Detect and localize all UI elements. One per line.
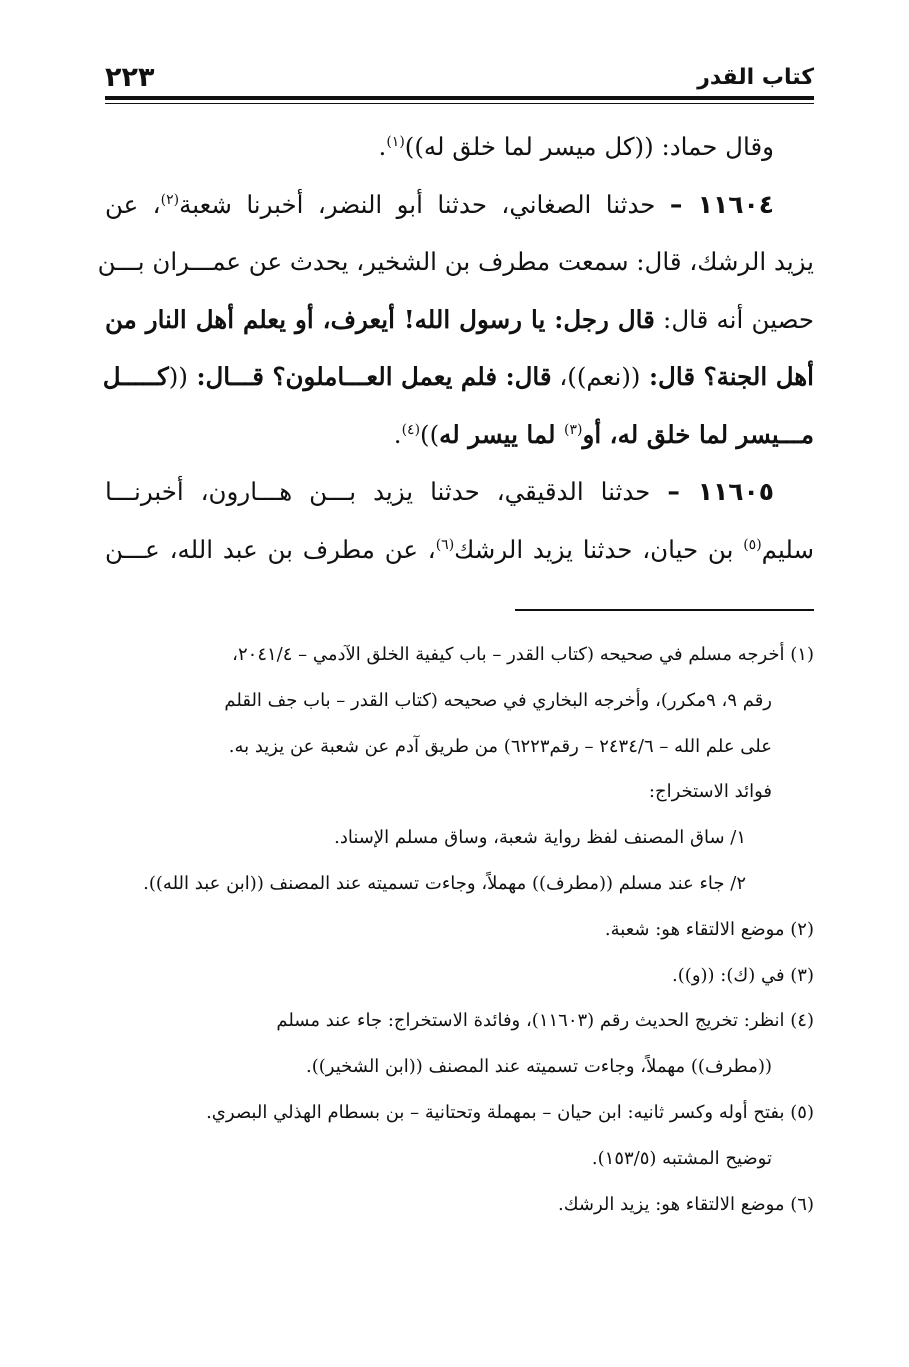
- footnote-4: (٤) انظر: تخريج الحديث رقم (١١٦٠٣)، وفائدة الاستخراج: جاء عند مسلم: [276, 1010, 814, 1032]
- footnote-1-cont: على علم الله – ٢٤٣٤/٦ – رقم٦٢٢٣) من طريق آدم عن شعبة عن يزيد به.: [228, 735, 772, 757]
- footnote-1-point: ١/ ساق المصنف لفظ رواية شعبة، وساق مسلم الإسناد.: [334, 827, 746, 849]
- footnote-ref: (٣): [564, 421, 583, 438]
- footnote-1-point: ٢/ جاء عند مسلم ((مطرف)) مهملاً، وجاءت تسميته عند المصنف ((ابن عبد الله)).: [143, 872, 746, 894]
- text-line-3: يزيد الرشك، قال: سمعت مطرف بن الشخير، يحدث عن عمـــران بـــن: [97, 247, 814, 276]
- text-line-8: سليم$^{(٥)}$ بن حيان، حدثنا يزيد الرشك$^{(٦)}$، عن مطرف بن عبد الله، عـــن: [105, 534, 815, 564]
- footnote-1-cont: رقم ٩، ٩مكرر)، وأخرجه البخاري في صحيحه (كتاب القدر – باب جف القلم: [224, 689, 772, 711]
- footnote-5: (٥) بفتح أوله وكسر ثانيه: ابن حيان – بمهملة وتحتانية – بن بسطام الهذلي البصري.: [206, 1101, 814, 1123]
- footnote-ref: (١): [386, 133, 405, 150]
- text-line-4: حصين أنه قال: قال رجل: يا رسول الله! أيعرف، أو يعلم أهل النار من: [105, 304, 814, 334]
- header-rule-thick: [105, 96, 814, 100]
- footnote-2: (٢) موضع الالتقاء هو: شعبة.: [604, 918, 814, 940]
- main-text: [97, 118, 815, 578]
- footnote-separator: [515, 609, 814, 611]
- footnote-1-cont: فوائد الاستخراج:: [648, 781, 772, 803]
- hadith-11605-start: ١١٦٠٥ – حدثنا الدقيقي، حدثنا يزيد بـــن هـــارون، أخبرنـــا: [105, 477, 774, 506]
- hadith-number: ١١٦٠٥ –: [667, 477, 774, 506]
- text-line-5: أهل الجنة؟ قال: ((نعم))، قال: فلم يعمل العـــاملون؟ قـــال: ((كـــــل: [102, 362, 814, 391]
- hadith-11604-start: ١١٦٠٤ – حدثنا الصغاني، حدثنا أبو النضر، أخبرنا شعبة$^{(٢)}$، عن: [105, 189, 774, 219]
- page-number: ٢٢٣: [105, 62, 155, 93]
- footnote-1: (١) أخرجه مسلم في صحيحه (كتاب القدر – باب كيفية الخلق الآدمي – ٢٠٤١/٤،: [232, 644, 814, 665]
- header-rule-thin: [105, 103, 814, 104]
- footnote-ref: (٦): [435, 536, 455, 553]
- footnote-5-cont: توضيح المشتبه (١٥٣/٥).: [591, 1147, 772, 1169]
- running-header: [105, 62, 814, 94]
- footnote-3: (٣) في (ك): ((و)).: [672, 964, 814, 986]
- footnote-6: (٦) موضع الالتقاء هو: يزيد الرشك.: [557, 1193, 814, 1215]
- footnote-4-cont: ((مطرف)) مهملاً، وجاءت تسميته عند المصنف ((ابن الشخير)).: [306, 1056, 772, 1078]
- text-line-1: وقال حماد: ((كل ميسر لما خلق له))$^{(١)}$.: [378, 132, 774, 161]
- running-title: كتاب القدر: [697, 65, 814, 90]
- footnote-ref: (٢): [160, 191, 180, 208]
- footnote-ref: (٥): [743, 536, 762, 553]
- footnotes: [105, 632, 814, 1227]
- hadith-number: ١١٦٠٤ –: [669, 189, 774, 219]
- text-line-6: مـــيسر لما خلق له، أو$^{(٣)}$ لما ييسر له))$^{(٤)}$.: [393, 419, 814, 449]
- footnote-ref: (٤): [401, 421, 421, 438]
